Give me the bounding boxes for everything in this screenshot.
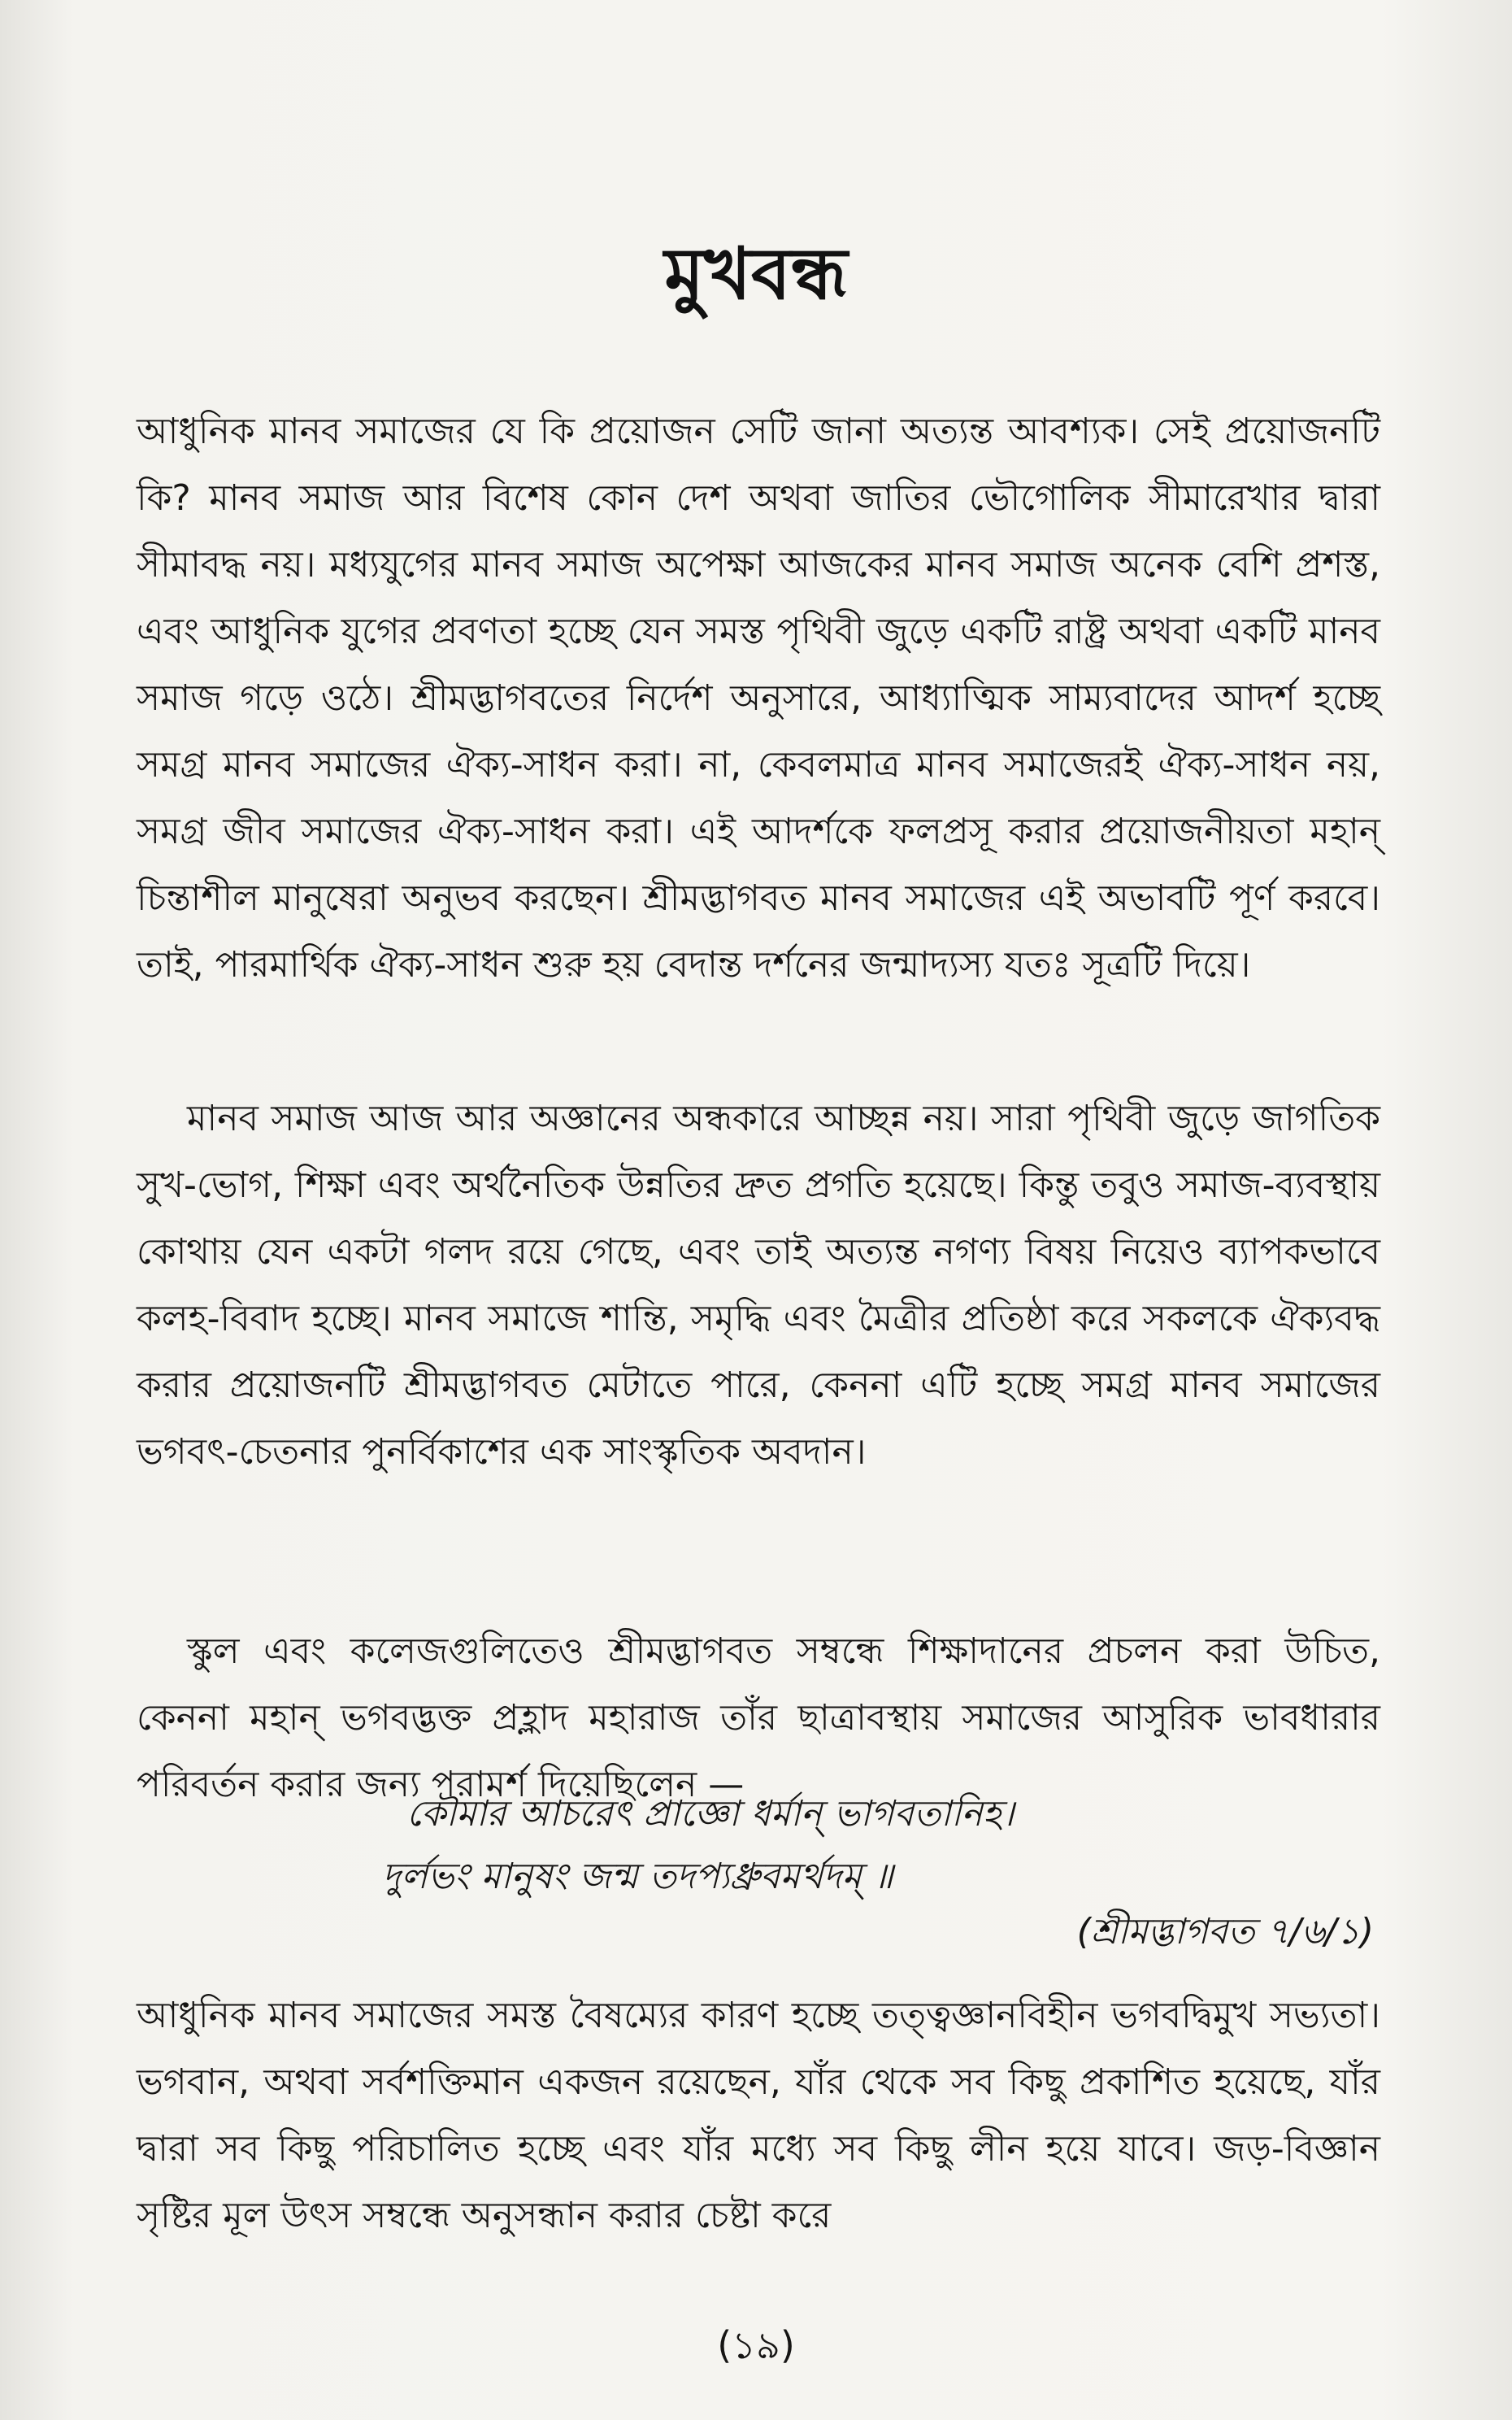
verse-line-2: দুর্লভং মানুষং জন্ম তদপ্যধ্রুবমর্থদম্ ॥: [382, 1856, 893, 1897]
page-number: (১৯): [717, 2323, 795, 2367]
paragraph-3: স্কুল এবং কলেজগুলিতেও শ্রীমদ্ভাগবত সম্বন্ধে শিক্ষাদানের প্রচলন করা উচিত, কেননা মহান্ ভগবদ্ভক্ত প্রহ্লাদ মহারাজ তাঁর ছাত্রাবস্থায় সমাজের আসুরিক ভাবধারার পরিবর্তন করার জন্য পরামর্শ দিয়েছিলেন —: [137, 1630, 1380, 1805]
page-title: মুখবন্ধ: [664, 232, 848, 316]
paragraph-1: আধুনিক মানব সমাজের যে কি প্রয়োজন সেটি জানা অত্যন্ত আবশ্যক। সেই প্রয়োজনটি কি? মানব সমাজ আর বিশেষ কোন দেশ অথবা জাতির ভৌগোলিক সীমারেখার দ্বারা সীমাবদ্ধ নয়। মধ্যযুগের মানব সমাজ অপেক্ষা আজকের মানব সমাজ অনেক বেশি প্রশস্ত, এবং আধুনিক যুগের প্রবণতা হচ্ছে যেন সমস্ত পৃথিবী জুড়ে একটি রাষ্ট্র অথবা একটি মানব সমাজ গড়ে ওঠে। শ্রীমদ্ভাগবতের নির্দেশ অনুসারে, আধ্যাত্মিক সাম্যবাদের আদর্শ হচ্ছে সমগ্র মানব সমাজের ঐক্য-সাধন করা। না, কেবলমাত্র মানব সমাজেরই ঐক্য-সাধন নয়, সমগ্র জীব সমাজের ঐক্য-সাধন করা। এই আদর্শকে ফলপ্রসূ করার প্রয়োজনীয়তা মহান্ চিন্তাশীল মানুষেরা অনুভব করছেন। শ্রীমদ্ভাগবত মানব সমাজের এই অভাবটি পূর্ণ করবে। তাই, পারমার্থিক ঐক্য-সাধন শুরু হয় বেদান্ত দর্শনের জন্মাদ্যস্য যতঃ সূত্রটি দিয়ে।: [137, 411, 1380, 986]
verse-reference: (শ্রীমদ্ভাগবত ৭/৬/১): [1076, 1911, 1374, 1952]
verse-line-1: কৌমার আচরেৎ প্রাজ্ঞো ধর্মান্ ভাগবতানিহ।: [406, 1793, 1015, 1835]
paragraph-4: আধুনিক মানব সমাজের সমস্ত বৈষম্যের কারণ হচ্ছে তত্ত্বজ্ঞানবিহীন ভগবদ্বিমুখ সভ্যতা। ভগবান, অথবা সর্বশক্তিমান একজন রয়েছেন, যাঁর থেকে সব কিছু প্রকাশিত হয়েছে, যাঁর দ্বারা সব কিছু পরিচালিত হচ্ছে এবং যাঁর মধ্যে সব কিছু লীন হয়ে যাবে। জড়-বিজ্ঞান সৃষ্টির মূল উৎস সম্বন্ধে অনুসন্ধান করার চেষ্টা করে: [137, 1995, 1380, 2236]
paragraph-2: মানব সমাজ আজ আর অজ্ঞানের অন্ধকারে আচ্ছন্ন নয়। সারা পৃথিবী জুড়ে জাগতিক সুখ-ভোগ, শিক্ষা এবং অর্থনৈতিক উন্নতির দ্রুত প্রগতি হয়েছে। কিন্তু তবুও সমাজ-ব্যবস্থায় কোথায় যেন একটা গলদ রয়ে গেছে, এবং তাই অত্যন্ত নগণ্য বিষয় নিয়েও ব্যাপকভাবে কলহ-বিবাদ হচ্ছে। মানব সমাজে শান্তি, সমৃদ্ধি এবং মৈত্রীর প্রতিষ্ঠা করে সকলকে ঐক্যবদ্ধ করার প্রয়োজনটি শ্রীমদ্ভাগবত মেটাতে পারে, কেননা এটি হচ্ছে সমগ্র মানব সমাজের ভগবৎ-চেতনার পুনর্বিকাশের এক সাংস্কৃতিক অবদান।: [137, 1098, 1380, 1473]
